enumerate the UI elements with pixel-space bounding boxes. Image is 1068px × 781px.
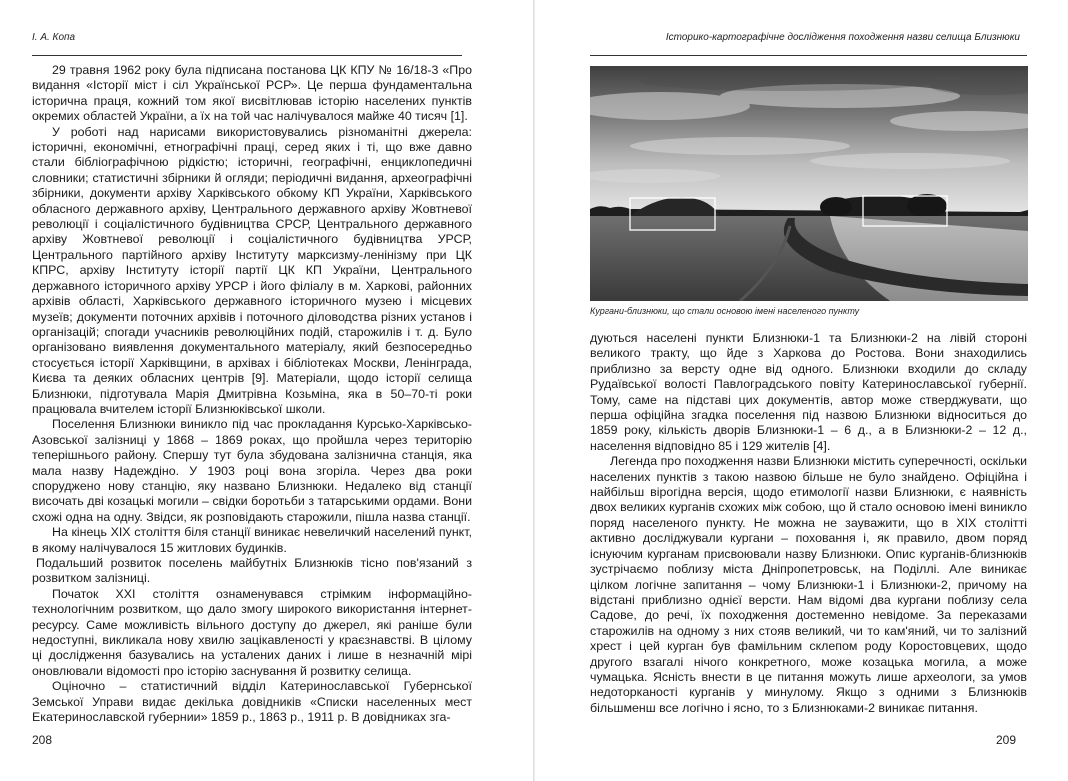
right-running-head: Історико-картографічне дослідження походження назви селища Близнюки xyxy=(665,32,1020,43)
paragraph: дуються населені пункти Близнюки-1 та Близнюки-2 на лівій стороні великого тракту, що йде з Харкова до Ростова. Вони знаходились приблизно за версту одне від одного. Близнюки входили до складу Рудаївської волості Павлоградського повіту Катеринославської губернії. Тому, саме на підставі цих документів, автор може стверджувати, що перша офіційна згадка поселення під назвою Близнюки відноситься до 1859 року, кількість дворів Близнюки-1 – 6 д., а в Близнюки-2 – 12 д., населення відповідно 85 і 129 жителів [4]. xyxy=(590,331,1027,453)
paragraph: Подальший розвиток поселень майбутніх Близнюків тісно пов'язаний з розвитком залізниці. xyxy=(32,556,472,586)
paragraph: Легенда про походження назви Близнюки містить суперечності, оскільки населених пунктів з такою назвою більше не було знайдено. Офіційна і найбільш вірогідна версія, щодо етимології назви Близнюки, є наявність двох великих курганів схожих між собою, що й стало основою імені виникло поряд населеного пункту. Не можна не зауважити, що в ХІХ столітті активно досліджували кургани – поховання і, як правило, двом поряд існуючим курганам присвоювали назву Близнюки. Опис курганів-близнюків зустрічаємо поблизу міста Дніпропетровськ, на Поділлі. Але виникає цілком логічне запитання – чому Близнюки-1 і Близнюки-2, причому на відстані приблизно однієї версти. Нам відомі два кургани поблизу села Садове, до речі, їх походження достеменно невідоме. За переказами старожилів на одному з них стояв великий, чи то кам'яний, чи то залізний хрест і цей курган був фамільним склепом роду Коростовцевих, щодо другого взагалі нічого конкретного, може козацька могила, а може чумацька. Ясність внести в це питання можуть лише археологи, за умов недоторканості курганів у минулому. Якщо з одними з Близнюків більшменш все логічно і ясно, то з Близнюками-2 виникає питання. xyxy=(590,454,1027,715)
paragraph: Початок ХХІ століття ознаменувався стрімким інформаційно-технологічним розвитком, що дало змогу широкого використання інтернет-ресурсу. Саме можливість вільного доступу до джерел, які раніше були недоступні, викликала нову хвилю зацікавленості у краєзнавстві. В цілому ці дослідження базувались на усталених даних і лише в незначній мірі оновлювали відомості про історію заснування й розвитку селища. xyxy=(32,586,472,678)
figure-caption: Кургани-близнюки, що стали основою імені населеного пункту xyxy=(590,306,860,316)
paragraph: У роботі над нарисами використовувались різноманітні джерела: історичні, економічні, етнографічні праці, серед яких і ті, що вже давно стали бібліографічною рідкістю; історичні, географічні, енциклопедичні словники; статистичні збірники й огляди; періодичні видання, археографічні збірники, документи архіву Харківського обкому КП України, Харківського обласного державного архіву, Центрального державного архіву Жовтневої революції і соціалістичного будівництва СРСР, Центрального державного архіву Жовтневої революції і соціалістичного будівництва УРСР, Центрального партійного архіву Інституту марксизму-ленінізму при ЦК КПРС, архіву Інституту історії партії ЦК КП України, Центрального державного історичного архіву УРСР і його філіалу в м. Харкові, районних архівів області, Харківського державного історичного музею і місцевих музеїв; документи поточних архівів і поточного діловодства різних установ і організацій; спогади учасників революційних подій, старожилів і т. д. Було організовано виявлення документального матеріалу, який безпосередньо стосується історії Харківщини, в архівах і бібліотеках Москви, Ленінграда, Києва та деяких обласних центрів [9]. Матеріали, щодо історії селища Близнюки, підготувала Марія Дмитрівна Козьміна, яка в 50–70-ті роки працювала вчителем історії Близнюківської школи. xyxy=(32,124,472,416)
burial-mounds-photo xyxy=(590,66,1028,301)
right-page xyxy=(535,0,1068,781)
left-body-text xyxy=(32,63,472,725)
right-header-rule xyxy=(590,55,1027,56)
left-page xyxy=(0,0,533,781)
paragraph: 29 травня 1962 року була підписана постанова ЦК КПУ № 16/18-3 «Про видання «Історії міст і сіл Української РСР». Це перша фундаментальна історична праця, кожний том якої висвітлював історію населених пунктів окремих областей України, а їх на той час налічувалося майже 40 тисяч [1]. xyxy=(32,63,472,124)
paragraph: На кінець ХІХ століття біля станції виникає невеличкий населений пункт, в якому налічувалося 15 житлових будинків. xyxy=(32,525,472,555)
paragraph: Поселення Близнюки виникло під час прокладання Курсько-Харківсько-Азовської залізниці у 1868 – 1869 роках, що пройшла через територію теперішнього району. Спершу тут була збудована залізнична станція, яка мала назву Надеждіно. У 1903 році вона згоріла. Через два роки споруджено нову станцію, яку названо Близнюки. Недалеко від станції височать дві козацькі могили – свідки боротьби з татарськими ордами. Вони схожі одна на одну. Звідси, як розповідають старожили, пішла назва станції. xyxy=(32,417,472,524)
left-header-rule xyxy=(32,55,462,56)
right-body-text xyxy=(590,331,1027,716)
paragraph: Оціночно – статистичний відділ Катеринославської Губернської Земської Управи видає декілька довідників «Списки населенных мест Екатеринославской губернии» 1859 р., 1863 р., 1911 р. В довідниках зга- xyxy=(32,679,472,725)
left-running-head: І. А. Копа xyxy=(32,32,76,43)
right-page-number: 209 xyxy=(995,733,1016,747)
left-page-number: 208 xyxy=(32,733,53,747)
